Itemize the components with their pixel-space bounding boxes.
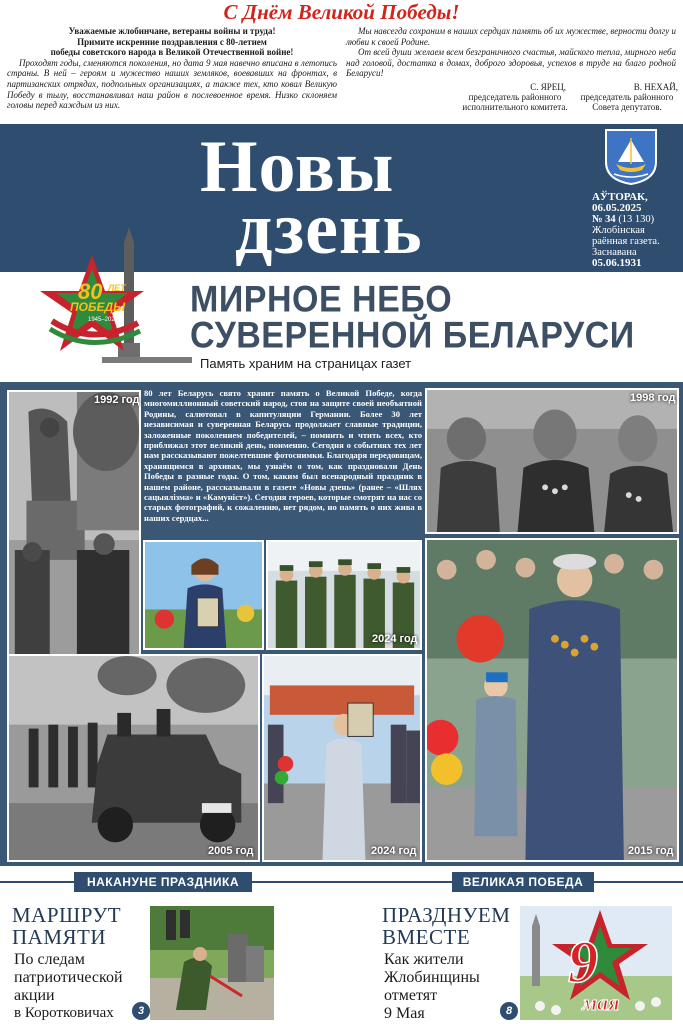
photo-2005-parade bbox=[7, 654, 260, 862]
issue-day: АЎТОРАК, bbox=[592, 191, 648, 203]
signature-name: В. НЕХАЙ, bbox=[633, 82, 678, 92]
caption-2005: 2005 год bbox=[208, 845, 254, 857]
teaser-left-text-3: акции bbox=[14, 987, 55, 1004]
greeting-intro-3: победы советского народа в Великой Отечественной войне! bbox=[50, 47, 294, 58]
caption-1992: 1992 год bbox=[94, 394, 140, 406]
teaser-left-page-badge: 3 bbox=[132, 1002, 150, 1020]
main-headline-line-2: СУВЕРЕННОЙ БЕЛАРУСИ bbox=[190, 314, 635, 356]
teaser-right-page-badge: 8 bbox=[500, 1002, 518, 1020]
rubric-rule-left bbox=[0, 881, 74, 883]
teaser-left-heading-2[interactable]: ПАМЯТИ bbox=[12, 925, 107, 949]
signature-role: председатель районного Совета депутатов. bbox=[580, 92, 674, 112]
victory-80-emblem bbox=[32, 225, 192, 375]
signature-chairman-executive bbox=[456, 82, 574, 112]
emblem-80-text: 80 bbox=[78, 279, 103, 304]
greeting-strip bbox=[0, 0, 683, 124]
teaser-right-heading-1[interactable]: ПРАЗДНУЕМ bbox=[382, 903, 511, 927]
victory-day-badge-image bbox=[520, 906, 672, 1020]
rubric-before-holiday: НАКАНУНЕ ПРАЗДНИКА bbox=[74, 872, 252, 892]
teaser-right-text-4: 9 Мая bbox=[384, 1005, 425, 1022]
emblem-let-text: ЛЕТ bbox=[108, 283, 126, 293]
caption-2024-first: 2024 год bbox=[372, 633, 418, 645]
photo-2024-march bbox=[262, 654, 422, 862]
signature-role: председатель районного исполнительного комитета. bbox=[462, 92, 568, 112]
teaser-right-text-2: Жлобинщины bbox=[384, 969, 480, 986]
rubric-rule-right bbox=[594, 881, 683, 883]
greeting-right-para-1: Мы навсегда сохраним в наших сердцах память об их мужестве, верности долгу и любви к своей Родине. bbox=[346, 26, 676, 47]
badge-number: 9 bbox=[568, 929, 598, 995]
greeting-right-column bbox=[346, 26, 676, 79]
newspaper-title-line-1: Новы bbox=[200, 126, 395, 208]
issue-number: № 34 bbox=[592, 214, 616, 225]
photo-2015-veteran bbox=[425, 538, 679, 862]
teaser-right-text-3: отметят bbox=[384, 987, 438, 1004]
greeting-title: С Днём Великой Победы! bbox=[223, 0, 460, 24]
emblem-word-text: ПОБЕДЫ bbox=[70, 300, 126, 314]
issue-founded: 05.06.1931 bbox=[592, 257, 642, 269]
caption-2015: 2015 год bbox=[628, 845, 674, 857]
main-headline-line-1: МИРНОЕ НЕБО bbox=[190, 278, 453, 320]
rubric-rule-center bbox=[252, 881, 452, 883]
emblem-years-text: 1945–2025 bbox=[88, 317, 119, 323]
signature-chairman-council bbox=[572, 82, 682, 112]
teaser-left-text-1: По следам bbox=[14, 951, 85, 968]
teaser-right-heading-2[interactable]: ВМЕСТЕ bbox=[382, 925, 471, 949]
photo-2024-girl-portrait bbox=[143, 540, 264, 650]
issue-description: Жлобінская раённая газета. Заснавана bbox=[592, 225, 660, 258]
greeting-body: Проходят годы, сменяются поколения, но дата 9 мая навечно вписана в летопись страны. В ней – героям и мужество наших земляков, воевавших на фронтах, в партизанских отрядах, подпольных организациях, а также тех, кто ковал Великую Победу в тылу, восстанавливал наш район в послевоенное время. Низко склоняем головы перед каждым из них. bbox=[7, 57, 337, 111]
rubric-great-victory: ВЕЛИКАЯ ПОБЕДА bbox=[452, 872, 594, 892]
lead-article-text: 80 лет Беларусь свято хранит память о Великой Победе, когда многомиллионный советский народ, стоя на защите своей необъятной Родины, салютовал в капитуляции Германии. Более 30 лет независимая и суверенная Беларусь продолжает славные традиции, заложенные поколением победителей, – помнить и чтить всех, кто приближал этот великий день, поименно. Сегодня о событиях тех лет нам рассказывают пожелтевшие фотоснимки. Благодаря передовицам, хранящимся в архивах, мы узнаём о том, как праздновали День Победы в разные годы. О том, каким был всенародный праздник в нашем районе, рассказывали в газете «Новы дзень» (ранее – «Шлях сацыялізма» и «Камуніст»). Сегодня героев, которые смотрят на нас со старых фотографий, к сожалению, нет рядом, но память о них жива в наших сердцах... bbox=[144, 388, 422, 523]
greeting-intro-2: Примите искренние поздравления с 80-летием bbox=[77, 36, 267, 47]
caption-1998: 1998 год bbox=[630, 392, 676, 404]
teaser-left-text-2: патриотической bbox=[14, 969, 123, 986]
teaser-right-text-1: Как жители bbox=[384, 951, 464, 968]
city-crest-icon bbox=[604, 128, 658, 186]
teaser-left-heading-1[interactable]: МАРШРУТ bbox=[12, 903, 122, 927]
greeting-right-para-2: От всей души желаем всем безграничного счастья, майского тепла, мирного неба над головой, достатка в домах, доброго здоровья, успехов в труде на благо родной Беларуси! bbox=[346, 47, 676, 79]
greeting-left-column bbox=[7, 26, 337, 111]
teaser-left-text-4: в Коротковичах bbox=[14, 1005, 114, 1021]
issue-info bbox=[592, 192, 680, 269]
greeting-intro-1: Уважаемые жлобинчане, ветераны войны и труда! bbox=[68, 26, 276, 36]
issue-date: 06.05.2025 bbox=[592, 202, 642, 214]
badge-word: мая bbox=[582, 990, 620, 1015]
main-subheadline: Память храним на страницах газет bbox=[200, 356, 412, 371]
caption-2024-second: 2024 год bbox=[371, 845, 417, 857]
signature-name: С. ЯРЕЦ, bbox=[530, 82, 566, 92]
issue-total: (13 130) bbox=[618, 214, 655, 225]
newspaper-title-line-2: дзень bbox=[235, 188, 423, 270]
photo-1998-veterans bbox=[425, 388, 679, 534]
photo-route-of-memory bbox=[150, 906, 274, 1020]
